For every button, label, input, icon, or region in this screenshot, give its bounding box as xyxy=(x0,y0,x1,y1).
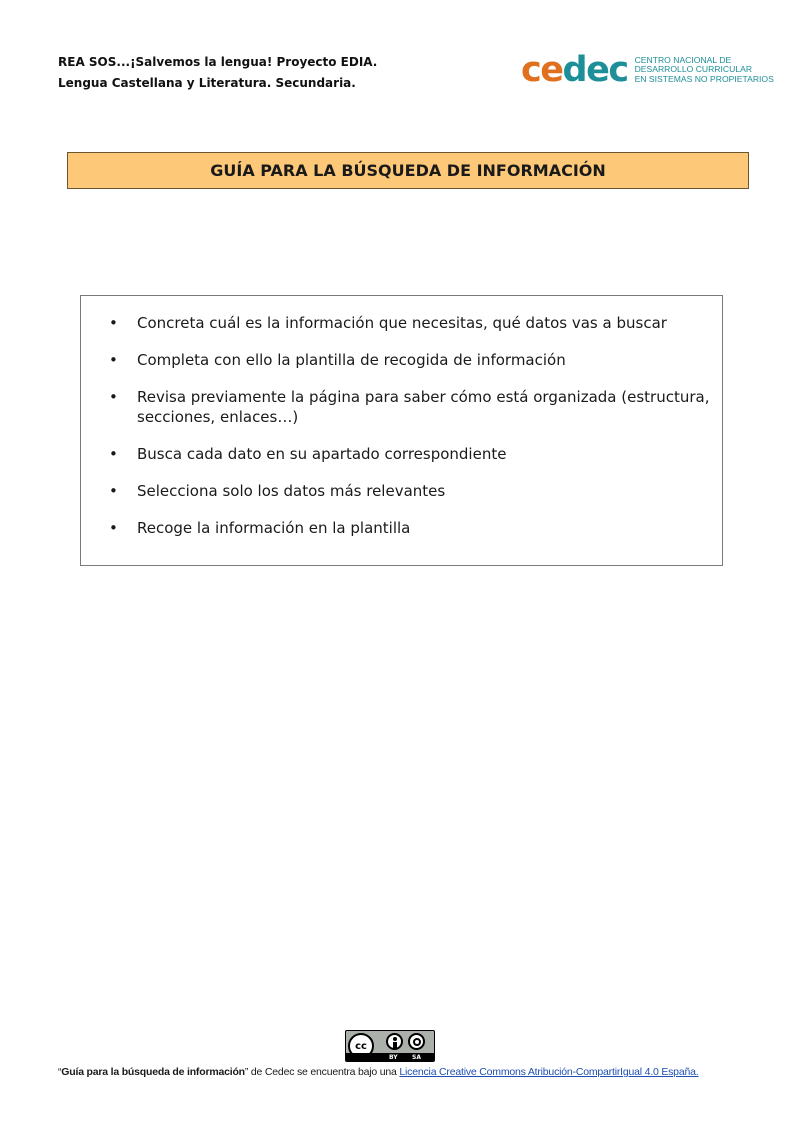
bullet-icon: • xyxy=(109,388,118,406)
logo-sub-line: DESARROLLO CURRICULAR xyxy=(634,64,753,75)
step-text: Recoge la información en la plantilla xyxy=(137,518,411,537)
bullet-icon: • xyxy=(109,314,118,332)
cc-icon: cc xyxy=(348,1033,374,1059)
logo-letter: c xyxy=(521,50,541,90)
cc-by-label: BY xyxy=(389,1054,398,1061)
license-link[interactable]: Licencia Creative Commons Atribución-CompartirIgual 4.0 España. xyxy=(399,1066,699,1078)
list-item xyxy=(109,482,711,502)
cedec-logo-subtitle xyxy=(635,56,774,84)
attribution-icon xyxy=(386,1033,403,1050)
step-text: Concreta cuál es la información que necesitas, qué datos vas a buscar xyxy=(137,314,667,332)
list-item xyxy=(109,314,711,334)
steps-box xyxy=(80,295,723,566)
logo-letter: c xyxy=(608,50,628,90)
logo-letter: d xyxy=(562,50,587,90)
license-middle-text: de Cedec se encuentra bajo una xyxy=(248,1066,400,1078)
work-title: Guía para la búsqueda de información xyxy=(61,1066,245,1078)
list-item xyxy=(109,388,711,427)
license-statement xyxy=(58,1066,698,1078)
step-text: Completa con ello la plantilla de recogida de información xyxy=(137,351,566,369)
cedec-logo-wordmark xyxy=(521,52,628,88)
logo-sub-line: EN SISTEMAS NO PROPIETARIOS xyxy=(634,73,774,84)
share-alike-icon xyxy=(408,1033,425,1050)
bullet-icon: • xyxy=(109,351,118,369)
list-item xyxy=(109,351,711,371)
document-header xyxy=(58,52,377,94)
cc-by-sa-badge[interactable] xyxy=(345,1030,435,1062)
header-line-project: REA SOS...¡Salvemos la lengua! Proyecto EDIA. xyxy=(58,55,378,69)
list-item xyxy=(109,445,711,465)
list-item xyxy=(109,519,711,539)
logo-sub-line: CENTRO NACIONAL DE xyxy=(634,54,732,65)
bullet-icon: • xyxy=(109,444,118,463)
header-line-subject: Lengua Castellana y Literatura. Secundaria. xyxy=(58,76,356,90)
step-text: Busca cada dato en su apartado correspondiente xyxy=(137,444,507,463)
bullet-icon: • xyxy=(109,518,118,537)
page-title: GUÍA PARA LA BÚSQUEDA DE INFORMACIÓN xyxy=(210,161,606,180)
quote-open: “ xyxy=(58,1066,62,1078)
cc-sa-label: SA xyxy=(412,1054,421,1061)
steps-list xyxy=(109,314,711,556)
cedec-logo xyxy=(521,52,774,88)
quote-close: ” xyxy=(244,1066,249,1078)
logo-letter: e xyxy=(586,50,609,90)
step-text: Revisa previamente la página para saber cómo está organizada (estructura, secciones, enlaces…) xyxy=(137,388,710,426)
step-text: Selecciona solo los datos más relevantes xyxy=(137,481,446,500)
title-banner xyxy=(67,152,749,189)
bullet-icon: • xyxy=(109,481,118,500)
logo-letter: e xyxy=(540,50,563,90)
